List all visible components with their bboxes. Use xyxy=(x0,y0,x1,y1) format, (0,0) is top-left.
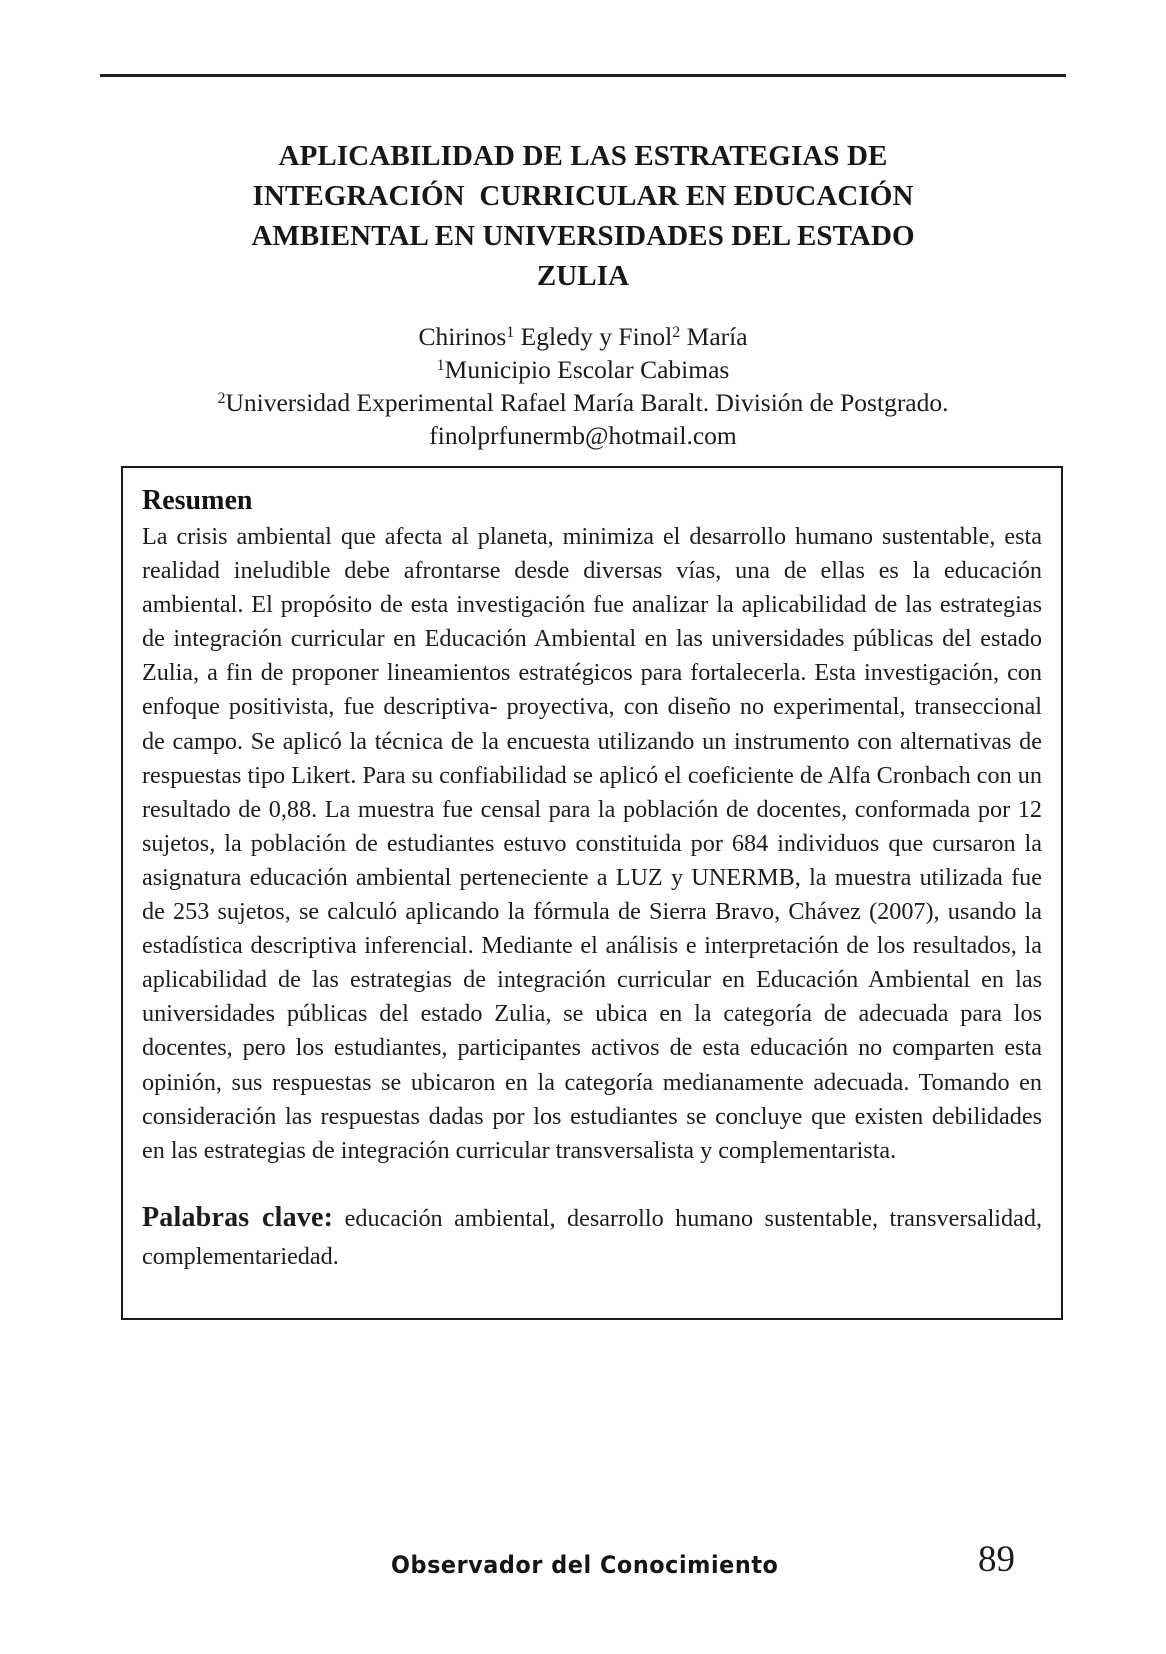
title-line-4: ZULIA xyxy=(536,260,630,292)
affiliation-two-marker: 2 xyxy=(217,390,226,407)
affiliation-one-text: Municipio Escolar Cabimas xyxy=(444,355,730,384)
author-names-middle: Egledy y Finol xyxy=(514,322,673,351)
abstract-text: La crisis ambiental que afecta al planeta, minimiza el desarrollo humano sustentable, esta realidad ineludible debe afrontarse desde diversas vías, una de ellas es la educación ambiental. El propósito de esta investigación fue analizar la aplicabilidad de las estrategias de integración curricular en Educación Ambiental en las universidades públicas del estado Zulia, a fin de proponer lineamientos estratégicos para fortalecerla. Esta investigación, con enfoque positivista, fue descriptiva- proyectiva, con diseño no experimental, transeccional de campo. Se aplicó la técnica de la encuesta utilizando un instrumento con alternativas de respuestas tipo Likert. Para su confiabilidad se aplicó el coeficiente de Alfa Cronbach con un resultado de 0,88. La muestra fue censal para la población de docentes, conformada por 12 sujetos, la población de estudiantes estuvo constituida por 684 individuos que cursaron la asignatura educación ambiental perteneciente a LUZ y UNERMB, la muestra utilizada fue de 253 sujetos, se calculó aplicando la fórmula de Sierra Bravo, Chávez (2007), usando la estadística descriptiva inferencial. Mediante el análisis e interpretación de los resultados, la aplicabilidad de las estrategias de integración curricular en Educación Ambiental en las universidades públicas del estado Zulia, se ubica en la categoría de adecuada para los docentes, pero los estudiantes, participantes activos de esta educación no comparten esta opinión, sus respuestas se ubicaron en la categoría medianamente adecuada. Tomando en consideración las respuestas dadas por los estudiantes se concluye que existen debilidades en las estrategias de integración curricular transversalista y complementarista. xyxy=(142,523,1042,1164)
title-line-2: INTEGRACIÓN CURRICULAR EN EDUCACIÓN xyxy=(252,180,914,212)
keywords-section xyxy=(142,1199,1042,1276)
footer-journal-name: Observador del Conocimiento xyxy=(391,1551,779,1579)
affiliation-one xyxy=(120,353,1046,386)
author-two-affiliation-marker: 2 xyxy=(672,324,681,341)
title-line-3: AMBIENTAL EN UNIVERSIDADES DEL ESTADO xyxy=(251,220,915,252)
keywords-label: Palabras clave: xyxy=(142,1201,334,1233)
title-line-1: APLICABILIDAD DE LAS ESTRATEGIAS DE xyxy=(278,140,888,172)
author-one-surname: Chirinos xyxy=(418,322,507,351)
author-block xyxy=(120,320,1046,452)
page-title xyxy=(140,136,1026,296)
abstract-heading: Resumen xyxy=(142,485,253,516)
affiliation-two-text: Universidad Experimental Rafael María Baralt. División de Postgrado. xyxy=(225,388,949,417)
affiliation-one-marker: 1 xyxy=(436,357,445,374)
header-rule xyxy=(100,74,1066,77)
contact-email: finolprfunermb@hotmail.com xyxy=(429,421,737,450)
abstract-box xyxy=(121,466,1063,1320)
keywords-list: educación ambiental, desarrollo humano sustentable, transversalidad, complementariedad. xyxy=(142,1204,1042,1270)
author-two-given-name: María xyxy=(680,322,748,351)
author-one-affiliation-marker: 1 xyxy=(506,324,515,341)
author-names xyxy=(120,320,1046,353)
page-number: 89 xyxy=(978,1539,1015,1580)
affiliation-two xyxy=(120,386,1046,419)
